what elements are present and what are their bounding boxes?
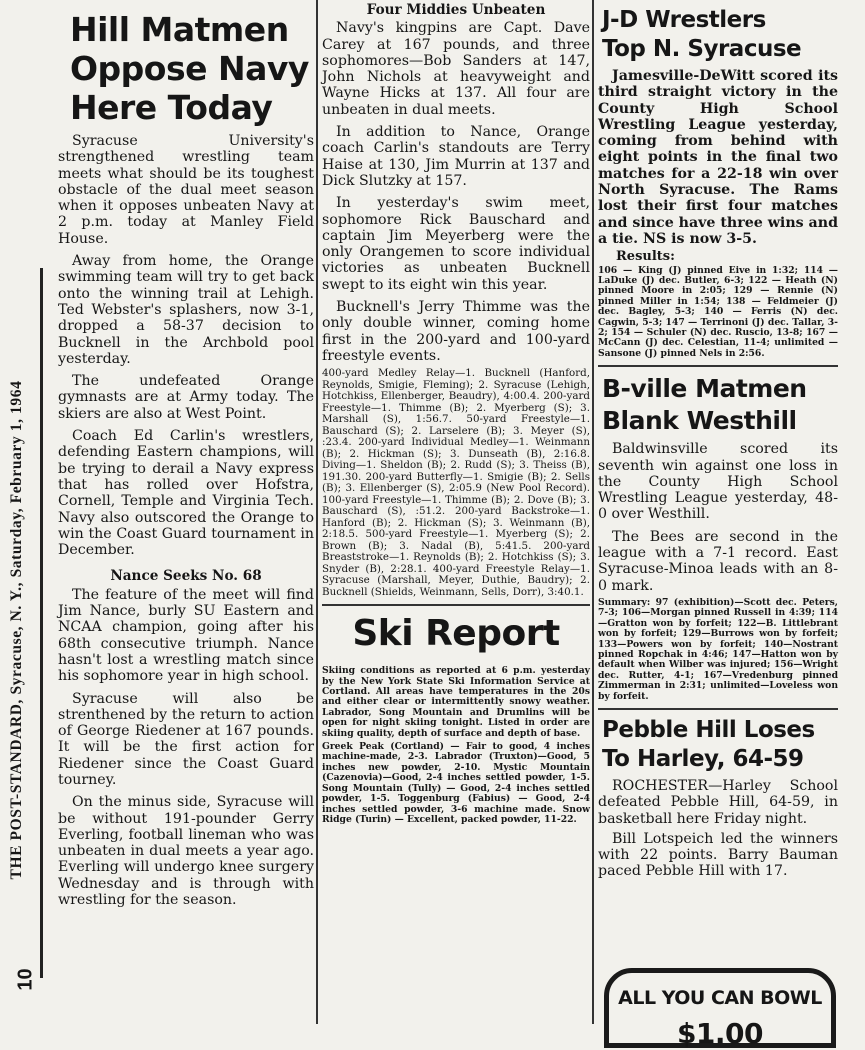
article-paragraph: Navy's kingpins are Capt. Dave Carey at 167 pounds, and three sophomores—Bob Sanders at 147, John Nichols at heavyweight and Wayne Hicks at 137. All four are unbeaten in dual meets. — [322, 20, 590, 118]
page-margin — [0, 0, 52, 1024]
headline-line: Here Today — [70, 88, 273, 127]
article-paragraph: The feature of the meet will find Jim Nance, burly SU Eastern and NCAA champion, going after his 68th consecutive triumph. Nance hasn't lost a wrestling match since his sophomore year in high school. — [58, 586, 314, 685]
section-divider — [598, 365, 838, 367]
headline-line: J-D Wrestlers — [602, 7, 766, 33]
page-number: 10 — [14, 968, 37, 991]
article-paragraph: The undefeated Orange gymnasts are at Army today. The skiers are also at West Point. — [58, 373, 314, 422]
headline-line: Hill Matmen — [70, 10, 289, 49]
swim-results: 400-yard Medley Relay—1. Bucknell (Hanford, Reynolds, Smigie, Fleming); 2. Syracuse (Lehigh, Hotchkiss, Ellenberger, Beaudry), 4:00.4. 200-yard Freestyle—1. Thimme (B); 2. Myerberg (S); 3. Marshall (S), 1:56.7. 50-yard Freestyle—1. Bauschard (S); 2. Larselere (B); 3. Meyer (S), :23.4. 200-yard Individual Medley—1. Weinmann (B); 2. Hickman (S); 3. Dunseath (B), 2:16.8. Diving—1. Sheldon (B); 2. Rudd (S); 3. Theiss (B), 191.30. 200-yard Butterfly—1. Smigie (B); 2. Sells (B); 3. Ellenberger (S), 2:05.9 (New Pool Record). 100-yard Freestyle—1. Thimme (B); 2. Dove (B); 3. Bauschard (S), :51.2. 200-yard Backstroke—1. Hanford (B); 2. Hickman (S); 3. Weinmann (B), 2:18.5. 500-yard Freestyle—1. Myerberg (S); 2. Brown (B); 3. Nadal (B), 5:41.5. 200-yard Breaststroke—1. Reynolds (B); 2. Hotchkiss (S); 3. Snyder (B), 2:28.1. 400-yard Freestyle Relay—1. Syracuse (Marshall, Meyer, Duthie, Baudry); 2. Bucknell (Shields, Weinmann, Sells, Dorr), 3:40.1. — [322, 367, 590, 598]
article-paragraph: The Bees are second in the league with a 7-1 record. East Syracuse-Minoa leads with an 8-0 mark. — [598, 528, 838, 594]
ad-title: ALL YOU CAN BOWL — [618, 987, 822, 1009]
article-paragraph: Syracuse University's strengthened wrestling team meets what should be its toughest obstacle of the dual meet season when it opposes unbeaten Navy at 2 p.m. today at Manley Field House. — [58, 133, 314, 247]
column-3 — [598, 0, 838, 1024]
column-2 — [322, 0, 590, 1024]
article-paragraph: Bill Lotspeich led the winners with 22 points. Barry Bauman paced Pebble Hill with 17. — [598, 830, 838, 880]
headline-line: Blank Westhill — [602, 406, 797, 436]
article-paragraph: In yesterday's swim meet, sophomore Rick Bauschard and captain Jim Meyerberg were the only Orangemen to score individual victories as unbeaten Bucknell swept to its eight win this year. — [322, 195, 590, 293]
column-1 — [58, 0, 314, 1024]
results-label: Results: — [616, 249, 675, 265]
article-paragraph: Coach Ed Carlin's wrestlers, defending Eastern champions, will be trying to derail a Navy express that has rolled over Hofstra, Cornell, Temple and Virginia Tech. Navy also outscored the Orange to win the Coast Guard tournament in December. — [58, 428, 314, 559]
article-paragraph: Syracuse will also be strenthened by the return to action of George Riedener at 167 pounds. It will be the first action for Riedener since the Coast Guard tourney. — [58, 690, 314, 788]
article-paragraph: ROCHESTER—Harley School defeated Pebble Hill, 64-59, in basketball here Friday night. — [598, 777, 838, 827]
ski-intro: Skiing conditions as reported at 6 p.m. yesterday by the New York State Ski Information Service at Cortland. All areas have temperatures in the 20s and either clear or intermittently snowy weather. Labrador, Song Mountain and Drumlins will be open for night skiing tonight. Listed in order are skiing quality, depth of surface and depth of base. — [322, 665, 590, 739]
headline-hill-matmen — [70, 10, 314, 127]
headline-line: Oppose Navy — [70, 49, 309, 88]
wrestling-results: 106 — King (J) pinned Eive in 1:32; 114 — LaDuke (J) dec. Butler, 6-3; 122 — Heath (N) pinned Moore in 2:05; 129 — Rennie (N) pinned Miller in 1:54; 138 — Feldmeier (J) dec. Bagley, 5-3; 140 — Ferris (N) dec. Cagwin, 5-3; 147 — Terrinoni (J) dec. Tallar, 3-2; 154 — Schuler (N) dec. Ruscio, 13-8; 167 — McCann (J) dec. Celestian, 11-4; unlimited — Sansone (J) pinned Nels in 2:56. — [598, 264, 838, 359]
headline-bville-matmen — [602, 373, 838, 437]
headline-line: Pebble Hill Loses — [602, 716, 815, 743]
headline-jd-wrestlers — [602, 6, 838, 64]
subheading: Four Middies Unbeaten — [366, 2, 546, 18]
bowling-ad — [604, 968, 836, 1048]
headline-line: B-ville Matmen — [602, 374, 807, 404]
subheading: Nance Seeks No. 68 — [110, 568, 262, 585]
ad-price: $1.00 — [676, 1017, 764, 1050]
article-paragraph: Baldwinsville scored its seventh win against one loss in the County High School Wrestling League yesterday, 48-0 over Westhill. — [598, 441, 838, 523]
ski-conditions-list: Greek Peak (Cortland) — Fair to good, 4 inches machine-made, 2-3. Labrador (Truxton)—Good, 5 inches new powder, 2-10. Mystic Mountain (Cazenovia)—Good, 2-4 inches settled powder, 1-5. Song Mountain (Tully) — Good, 2-4 inches settled powder, 1-5. Toggenburg (Fabius) — Good, 2-4 inches settled powder, 3-6 machine made. Snow Ridge (Turin) — Excellent, packed powder, 11-22. — [322, 741, 590, 825]
article-paragraph: Bucknell's Jerry Thimme was the only double winner, coming home first in the 200-yard and 100-yard freestyle events. — [322, 299, 590, 364]
wrestling-summary: Summary: 97 (exhibition)—Scott dec. Peters, 7-3; 106—Morgan pinned Russell in 4:39; 114—Gratton won by forfeit; 122—B. Littlebrant won by forfeit; 129—Burrows won by forfeit; 133—Powers won by forfeit; 140—Nostrant pinned Ropchak in 4:46; 147—Hatton won by default when Wilber was injured; 156—Wright dec. Rutter, 4-1; 167—Vredenburg pinned Zimmerman in 2:31; unlimited—Loveless won by forfeit. — [598, 596, 838, 702]
article-paragraph: In addition to Nance, Orange coach Carlin's standouts are Terry Haise at 130, Jim Murrin at 137 and Dick Slutzky at 157. — [322, 124, 590, 189]
headline-line: To Harley, 64-59 — [602, 745, 804, 772]
article-paragraph: Away from home, the Orange swimming team will try to get back onto the winning trail at Lehigh. Ted Webster's splashers, now 3-1, dropped a 58-37 decision to Bucknell in the Archbold pool yesterday. — [58, 253, 314, 367]
article-paragraph: On the minus side, Syracuse will be without 191-pounder Gerry Everling, football lineman who was unbeaten in dual meets a year ago. Everling will undergo knee surgery Wednesday and is through with wrestling for the season. — [58, 794, 314, 909]
section-divider — [322, 604, 590, 606]
dateline: THE POST-STANDARD, Syracuse, N. Y., Saturday, February 1, 1964 — [8, 380, 25, 880]
article-paragraph: Jamesville-DeWitt scored its third straight victory in the County High School Wrestling League yesterday, coming from behind with eight points in the final two matches for a 22-18 win over North Syracuse. The Rams lost their first four matches and since have three wins and a tie. NS is now 3-5. — [598, 68, 838, 247]
column-rule — [316, 0, 318, 1024]
headline-ski-report: Ski Report — [352, 613, 560, 655]
section-divider — [598, 708, 838, 710]
margin-rule — [40, 268, 43, 978]
headline-line: Top N. Syracuse — [602, 36, 802, 62]
headline-pebble-hill — [602, 716, 838, 774]
column-rule — [592, 0, 594, 1024]
